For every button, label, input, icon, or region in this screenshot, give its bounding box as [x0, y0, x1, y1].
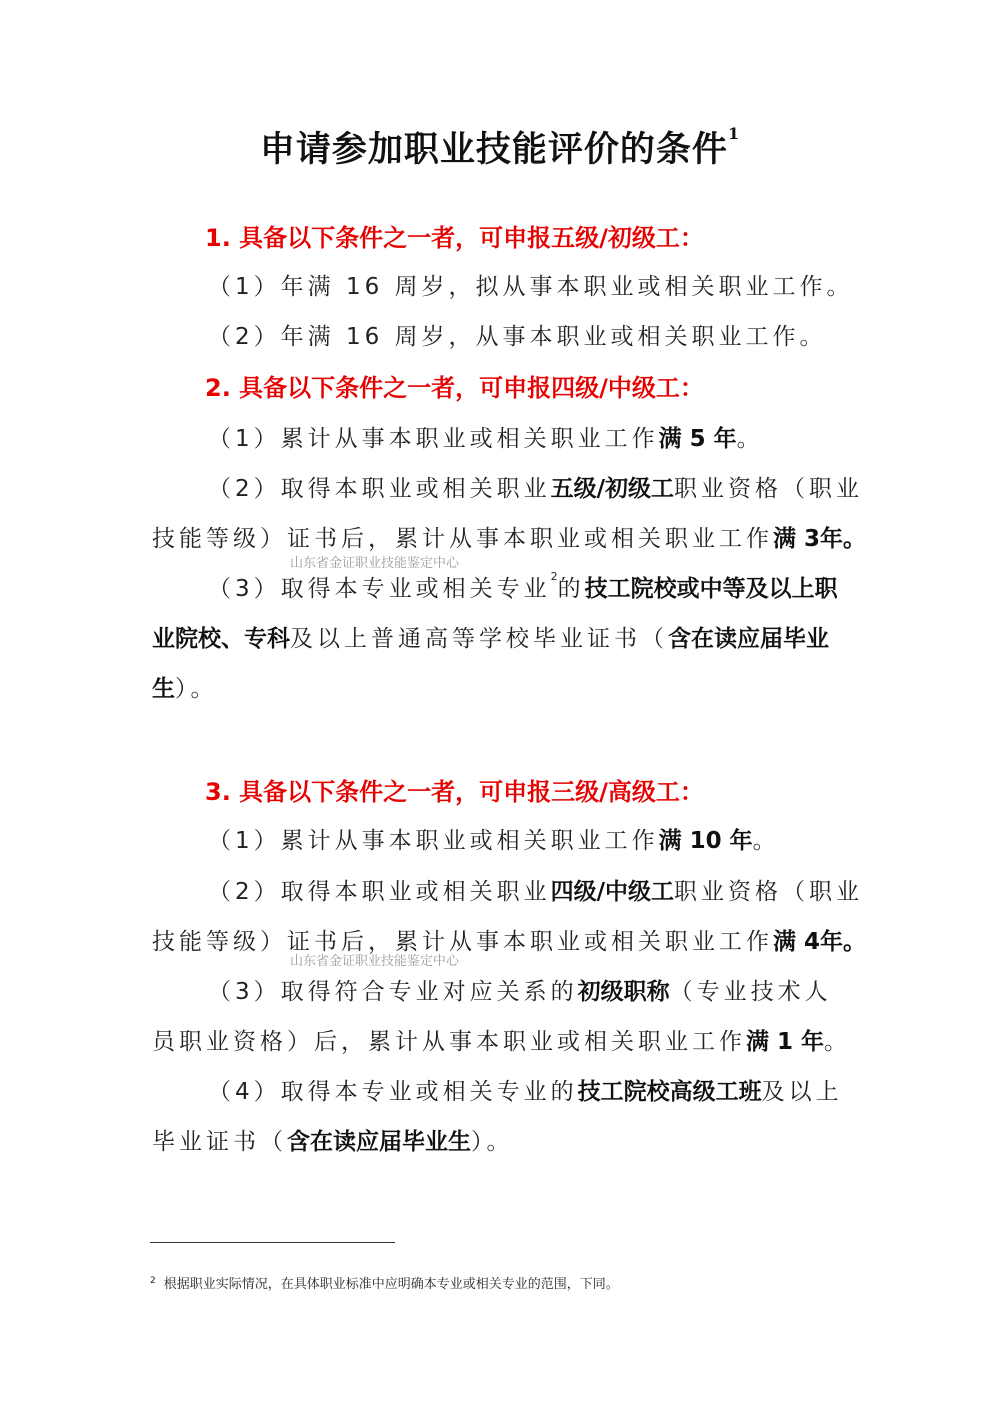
section-3-item-3-line-2: 员职业资格）后，累计从事本职业或相关职业工作满 1 年。 — [152, 1029, 852, 1055]
section-2-item-2-line-1: （2）取得本职业或相关职业五级/初级工职业资格（职业 — [208, 476, 864, 502]
page-title — [0, 122, 1000, 172]
watermark-2: 山东省金证职业技能鉴定中心 — [290, 954, 460, 969]
title-footnote-mark: 1 — [727, 124, 741, 143]
section-3-item-1: （1）累计从事本职业或相关职业工作满 10 年。 — [208, 828, 780, 854]
section-2-item-2-line-2: 技能等级）证书后，累计从事本职业或相关职业工作满 3年。 — [152, 526, 867, 552]
section-3-item-2-line-1: （2）取得本职业或相关职业四级/中级工职业资格（职业 — [208, 879, 864, 905]
footnote-ref-2: 2 — [550, 570, 558, 583]
section-3-item-3-line-1: （3）取得符合专业对应关系的初级职称（专业技术人 — [208, 979, 832, 1005]
section-3-heading: 3. 具备以下条件之一者，可申报三级/高级工： — [205, 778, 704, 806]
footnote-text: 根据职业实际情况，在具体职业标准中应明确本专业或相关专业的范围，下同。 — [163, 1277, 619, 1292]
title-text: 申请参加职业技能评价的条件 — [259, 129, 728, 170]
section-1-item-1: （1）年满 16 周岁，拟从事本职业或相关职业工作。 — [208, 274, 854, 300]
section-3-item-2-line-2: 技能等级）证书后，累计从事本职业或相关职业工作满 4年。 — [152, 929, 867, 955]
section-2-item-3-line-3: 生）。 — [152, 676, 218, 702]
section-2-item-3-line-1: （3）取得本专业或相关专业$^2$的技工院校或中等及以上职 — [208, 570, 838, 602]
section-2-heading: 2. 具备以下条件之一者，可申报四级/中级工： — [205, 374, 704, 402]
section-3-item-4-line-1: （4）取得本专业或相关专业的技工院校高级工班及以上 — [208, 1079, 843, 1105]
section-2-item-1: （1）累计从事本职业或相关职业工作满 5 年。 — [208, 426, 764, 452]
section-1-item-2: （2）年满 16 周岁，从事本职业或相关职业工作。 — [208, 324, 827, 350]
watermark-1: 山东省金证职业技能鉴定中心 — [290, 556, 460, 571]
footnote-divider — [150, 1242, 395, 1243]
section-2-item-3-line-2: 业院校、专科及以上普通高等学校毕业证书（含在读应届毕业 — [152, 626, 829, 652]
section-3-item-4-line-2: 毕业证书（含在读应届毕业生）。 — [152, 1129, 514, 1155]
section-1-heading: 1. 具备以下条件之一者，可申报五级/初级工： — [205, 224, 704, 252]
footnote-mark: 2 — [150, 1275, 156, 1286]
footnote — [150, 1273, 619, 1292]
